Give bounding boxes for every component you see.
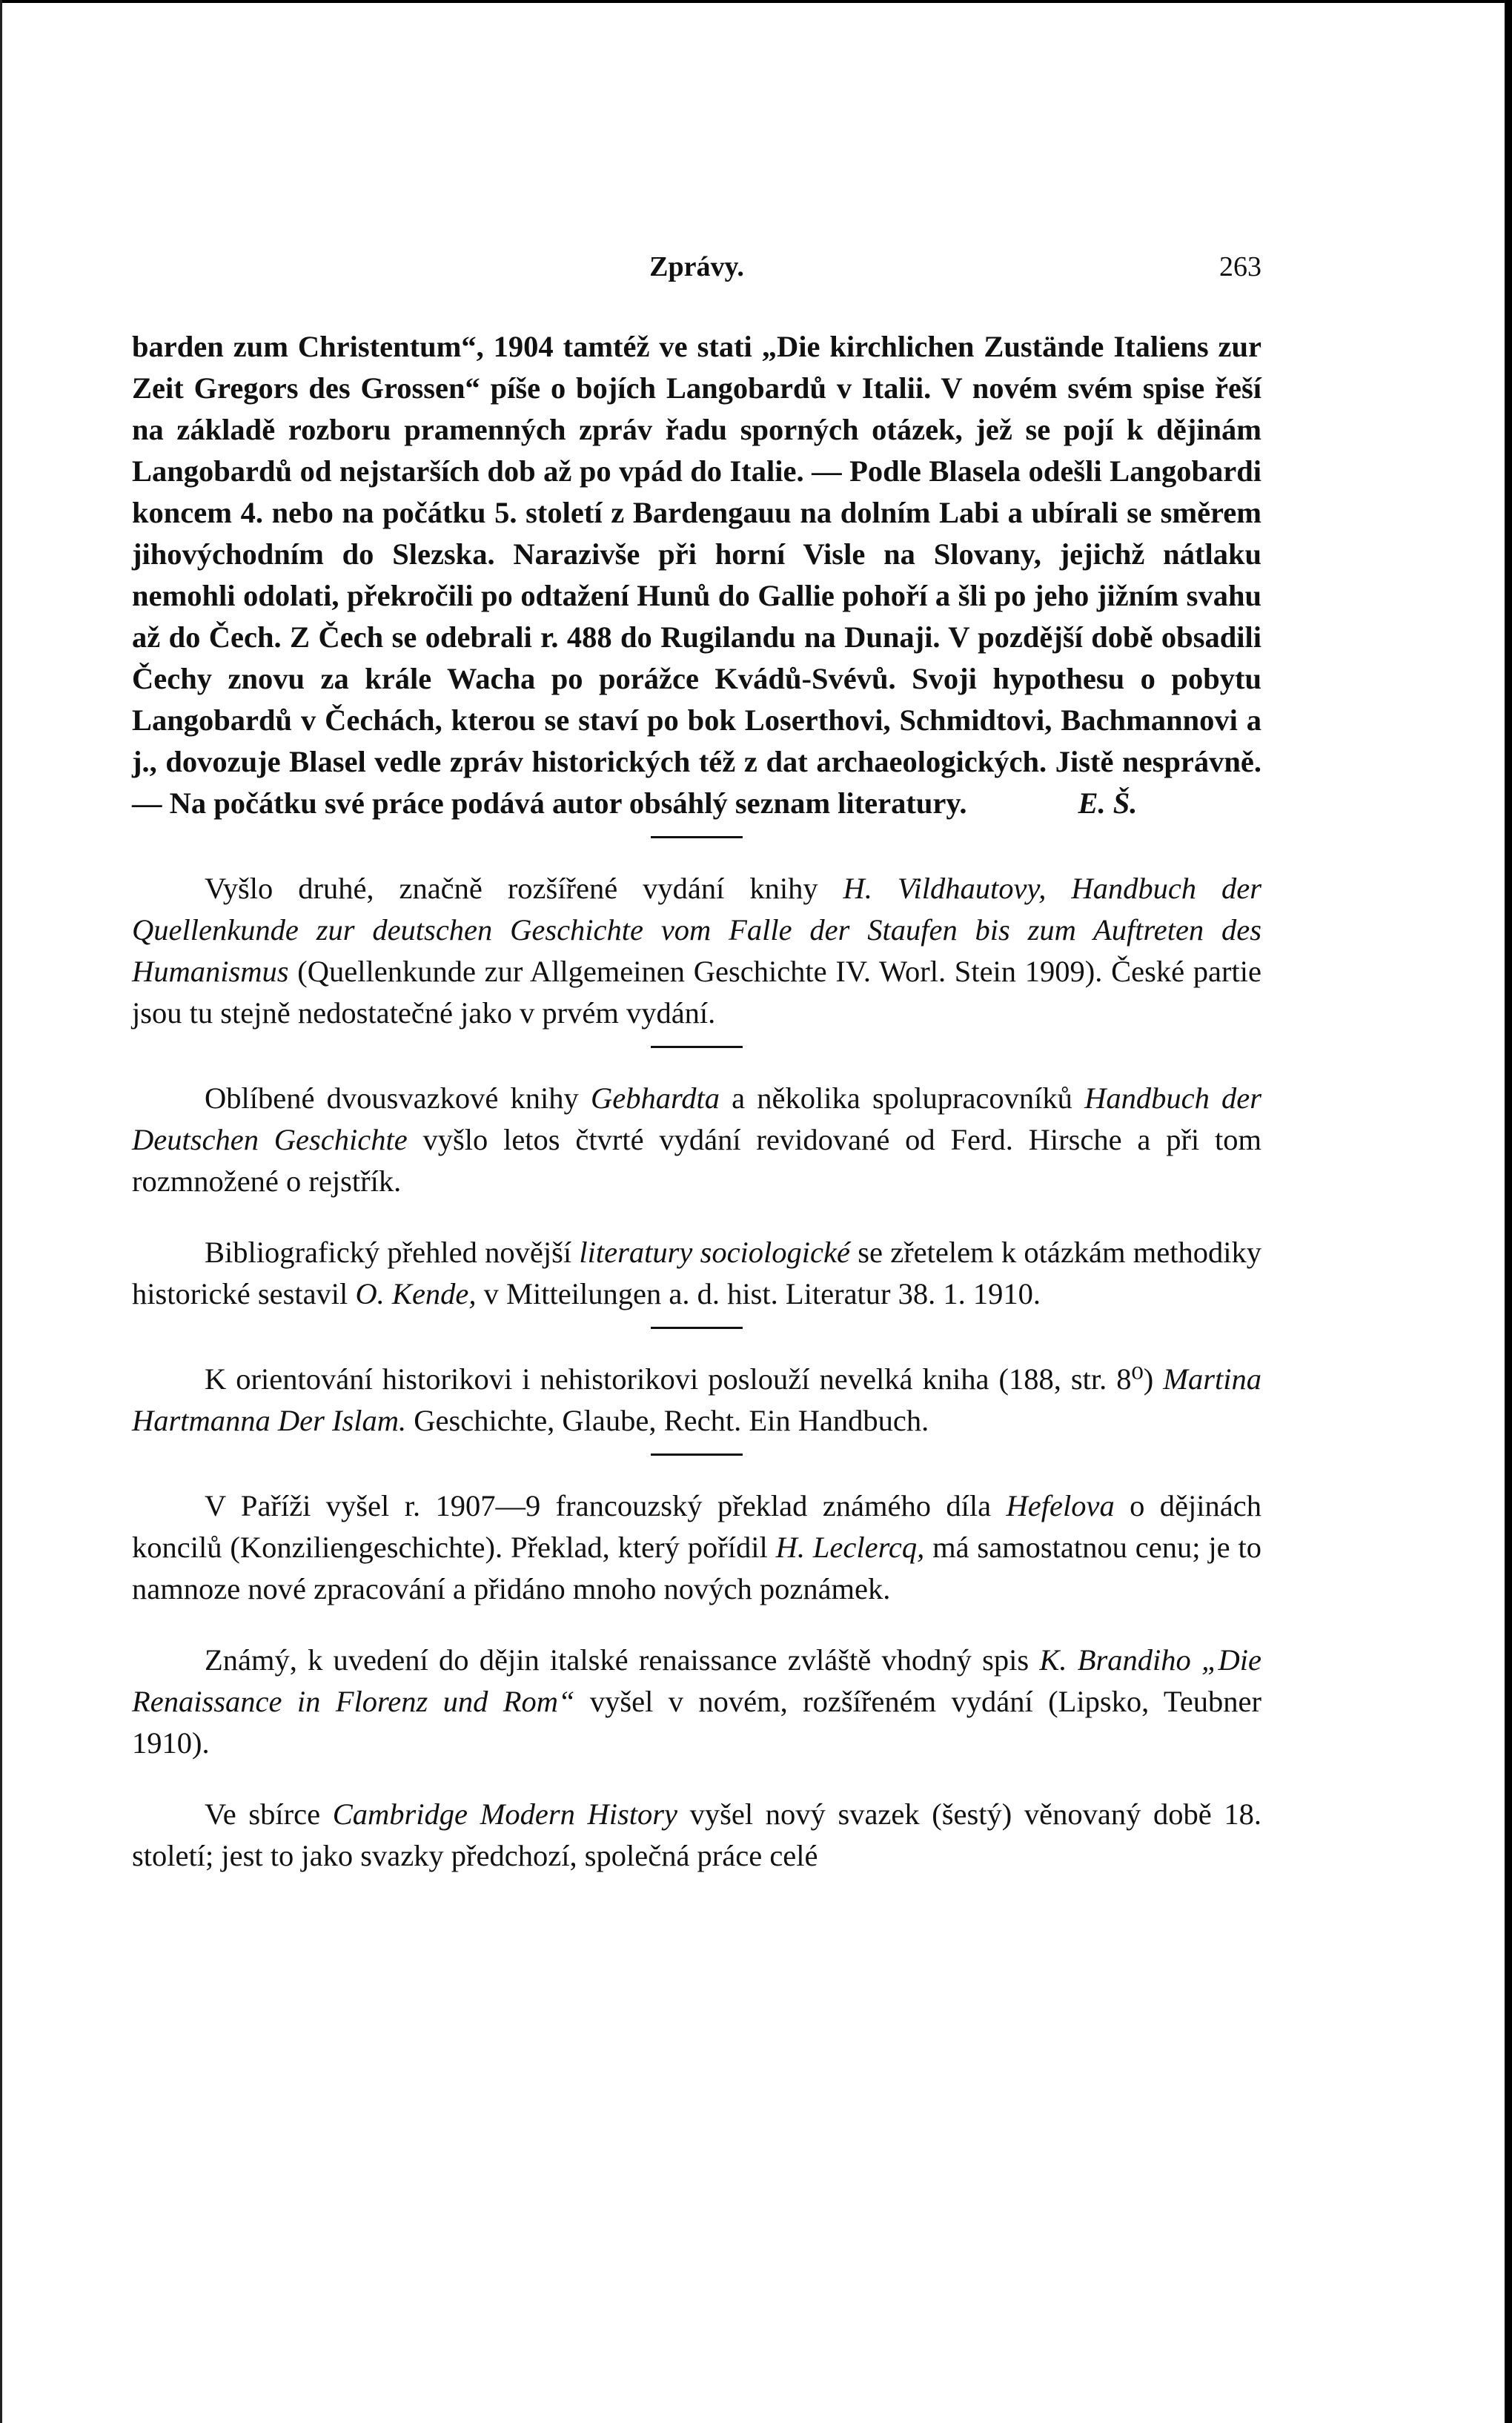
paragraph-text: Vyšlo druhé, značně rozšířené vydání knihy <box>205 872 843 905</box>
paragraph-text: a několika spolupracovníků <box>719 1081 1085 1115</box>
paragraph-text: (Quellenkunde zur Allgemeinen Geschichte IV. Worl. Stein 1909). České partie jsou tu stejně nedostatečné jako v prvém vydání. <box>132 955 1261 1030</box>
paragraph-cambridge <box>132 1794 1261 1877</box>
scan-edge-top <box>0 0 1512 3</box>
paragraph-brandi <box>132 1640 1261 1764</box>
running-title: Zprávy. <box>649 251 744 282</box>
paragraph-text: Geschichte, Glaube, Recht. Ein Handbuch. <box>406 1404 929 1437</box>
paragraph-gap <box>132 1610 1261 1640</box>
paragraph-text: o dějinách koncilů (Konziliengeschichte). Překlad, který pořídil <box>132 1489 1261 1564</box>
author-name: Gebhardta <box>590 1081 720 1115</box>
review-signature: E. Š. <box>1078 786 1138 820</box>
paragraph-text: Bibliografický přehled novější <box>205 1236 580 1269</box>
section-separator <box>651 1327 743 1329</box>
section-separator <box>651 836 743 838</box>
paragraph-text: V Paříži vyšel r. 1907—9 francouzský překlad známého díla <box>205 1489 1007 1522</box>
paragraph-text: Oblíbené dvousvazkové knihy <box>205 1081 591 1115</box>
body-text <box>132 326 1261 1877</box>
paragraph-text: Známý, k uvedení do dějin italské renaissance zvláště vhodný spis <box>205 1643 1040 1677</box>
paragraph-vildhaut <box>132 868 1261 1034</box>
paragraph-gap <box>132 1764 1261 1794</box>
book-title: Handbuch der Deutschen Geschichte <box>132 1081 1261 1156</box>
paragraph-gap <box>132 1202 1261 1232</box>
author-name: O. Kende, <box>355 1277 477 1310</box>
book-title: K. Brandiho „Die Renaissance in Florenz und Rom“ <box>132 1643 1262 1718</box>
paragraph-text: barden zum Christentum“, 1904 tamtéž ve stati „Die kirchlichen Zustände Italiens zur Zeit Gregors des Grossen“ píše o bojích Langobardů v Italii. V novém svém spise řeší na základě rozboru pramenných zpráv řadu sporných otázek, jež se pojí k dějinám Langobardů od nejstarších dob až po vpád do Italie. — Podle Blasela odešli Langobardi koncem 4. nebo na počátku 5. století z Bardengauu na dolním Labi a ubírali se směrem jihovýchodním do Slezska. Narazivše při horní Visle na Slovany, jejichž nátlaku nemohli odolati, překročili po odtažení Hunů do Gallie pohoří a šli po jeho jižním svahu až do Čech. Z Čech se odebrali r. 488 do Rugilandu na Dunaji. V pozdější době obsadili Čechy znovu za krále Wacha po porážce Kvádů-Svévů. Svoji hypothesu o pobytu Langobardů v Čechách, kterou se staví po bok Loserthovi, Schmidtovi, Bachmannovi a j., dovozuje Blasel vedle zpráv historických též z dat archaeologických. Jistě nesprávně. — Na počátku své práce podává autor obsáhlý seznam literatury. <box>132 330 1261 820</box>
scan-edge-right <box>1505 0 1512 2423</box>
paragraph-text: v Mitteilungen a. d. hist. Literatur 38. 1. 1910. <box>476 1277 1041 1310</box>
book-title: Martina Hartmanna Der Islam. <box>132 1362 1261 1437</box>
series-title: Cambridge Modern History <box>332 1797 678 1831</box>
section-separator <box>651 1046 743 1048</box>
paragraph-text: vyšlo letos čtvrté vydání revidované od Ferd. Hirsche a při tom rozmnožené o rejstřík. <box>132 1123 1261 1198</box>
paragraph-text: Ve sbírce <box>205 1797 333 1831</box>
paragraph-gebhardt <box>132 1078 1261 1202</box>
paragraph-text: K orientování historikovi i nehistorikovi poslouží nevelká kniha (188, str. 8⁰) <box>205 1362 1164 1396</box>
scan-edge-left <box>0 0 2 2423</box>
paragraph-langobardi-review <box>132 326 1261 824</box>
paragraph-text: vyšel v novém, rozšířeném vydání (Lipsko, Teubner 1910). <box>132 1685 1261 1760</box>
author-name: Hefelova <box>1006 1489 1115 1522</box>
page-header <box>132 251 1261 288</box>
paragraph-text: se zřetelem k otázkám methodiky historické sestavil <box>132 1236 1261 1310</box>
paragraph-text: má samostatnou cenu; je to namnoze nové zpracování a přidáno mnoho nových poznámek. <box>132 1531 1261 1605</box>
page-number: 263 <box>1219 251 1261 282</box>
book-title: H. Vildhautovy, Handbuch der Quellenkunde zur deutschen Geschichte vom Falle der Staufen bis zum Auftreten des Humanismus <box>132 872 1261 988</box>
topic-title: literatury sociologické <box>579 1236 850 1269</box>
section-separator <box>651 1454 743 1456</box>
paragraph-hefele <box>132 1485 1261 1610</box>
paragraph-hartmann <box>132 1359 1261 1442</box>
translator-name: H. Leclercq, <box>775 1531 925 1564</box>
paragraph-kende <box>132 1232 1261 1315</box>
paragraph-text: vyšel nový svazek (šestý) věnovaný době 18. století; jest to jako svazky předchozí, společná práce celé <box>132 1797 1261 1872</box>
